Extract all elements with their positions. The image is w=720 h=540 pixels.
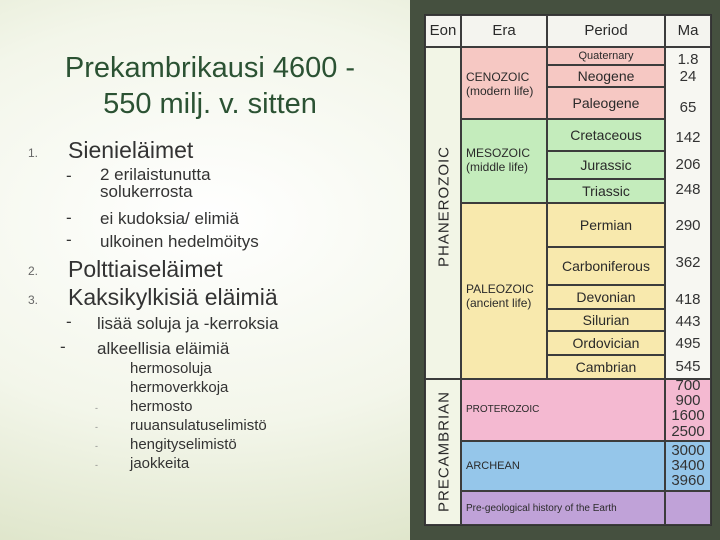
era-mesozoic bbox=[461, 119, 547, 203]
dash-bullet: - bbox=[66, 312, 72, 331]
period-jurassic: Jurassic bbox=[547, 151, 665, 179]
era-cenozoic-desc: (modern life) bbox=[466, 84, 534, 98]
ma-value: 362 bbox=[675, 254, 701, 271]
ma-value: 248 bbox=[675, 181, 701, 198]
header-eon: Eon bbox=[425, 15, 461, 47]
geologic-time-table bbox=[424, 14, 712, 526]
title-line-2: 550 milj. v. sitten bbox=[103, 88, 317, 120]
eon-precambrian bbox=[425, 379, 461, 525]
period-permian: Permian bbox=[547, 203, 665, 247]
ma-pregeo bbox=[665, 491, 711, 525]
list-number: 1. bbox=[28, 146, 39, 160]
ma-value: 443 bbox=[675, 313, 701, 330]
ma-value: 1.8 bbox=[677, 51, 699, 68]
eon-precambrian-label: PRECAMBRIAN bbox=[435, 390, 453, 513]
dash-bullet: - bbox=[60, 337, 66, 356]
slide-title bbox=[20, 50, 400, 122]
list-number: 3. bbox=[28, 293, 39, 307]
dot-bullet: - bbox=[95, 403, 98, 413]
era-proterozoic: PROTEROZOIC bbox=[461, 379, 665, 441]
era-pre-geological: Pre-geological history of the Earth bbox=[461, 491, 665, 525]
ma-value: 3000 bbox=[671, 442, 705, 459]
sub-sub-item: hermoverkkoja bbox=[130, 379, 229, 396]
period-ordovician: Ordovician bbox=[547, 331, 665, 355]
period-devonian: Devonian bbox=[547, 285, 665, 309]
ma-value: 2500 bbox=[671, 423, 705, 440]
sub-sub-item: hermosoluja bbox=[130, 360, 212, 377]
era-cenozoic bbox=[461, 47, 547, 119]
list-item-label: Sienieläimet bbox=[68, 137, 194, 163]
header-ma: Ma bbox=[665, 15, 711, 47]
eon-phanerozoic bbox=[425, 47, 461, 379]
period-quaternary: Quaternary bbox=[547, 47, 665, 65]
sub-sub-item: hermosto bbox=[130, 398, 193, 415]
sub-item: ulkoinen hedelmöitys bbox=[100, 232, 259, 251]
ma-value: 900 bbox=[675, 392, 701, 409]
dot-bullet: - bbox=[95, 460, 98, 470]
sub-sub-item: jaokkeita bbox=[130, 455, 190, 472]
dot-bullet: - bbox=[95, 441, 98, 451]
ma-value: 3960 bbox=[671, 472, 705, 489]
dash-bullet: - bbox=[66, 208, 72, 227]
header-era: Era bbox=[461, 15, 547, 47]
ma-value: 142 bbox=[675, 129, 701, 146]
list-item-label: Kaksikylkisiä eläimiä bbox=[68, 284, 278, 310]
ma-value: 290 bbox=[675, 217, 701, 234]
ma-value: 418 bbox=[675, 291, 701, 308]
sub-item: ei kudoksia/ elimiä bbox=[100, 209, 239, 228]
era-cenozoic-name: CENOZOIC bbox=[466, 70, 530, 84]
era-paleozoic-desc: (ancient life) bbox=[466, 296, 532, 310]
sub-sub-item: hengityselimistö bbox=[130, 436, 237, 453]
ma-value: 65 bbox=[679, 99, 697, 116]
era-archean: ARCHEAN bbox=[461, 441, 665, 491]
list-item-label: Polttiaiseläimet bbox=[68, 256, 223, 282]
list-number: 2. bbox=[28, 264, 39, 278]
era-mesozoic-name: MESOZOIC bbox=[466, 146, 531, 160]
period-cambrian: Cambrian bbox=[547, 355, 665, 379]
sub-item: 2 erilaistunutta solukerrosta bbox=[100, 165, 211, 201]
sub-sub-item: ruuansulatuselimistö bbox=[130, 417, 267, 434]
period-triassic: Triassic bbox=[547, 179, 665, 203]
ma-value: 700 bbox=[675, 377, 701, 394]
period-carboniferous: Carboniferous bbox=[547, 247, 665, 285]
period-paleogene: Paleogene bbox=[547, 87, 665, 119]
period-silurian: Silurian bbox=[547, 309, 665, 331]
ma-value: 545 bbox=[675, 358, 701, 375]
period-cretaceous: Cretaceous bbox=[547, 119, 665, 151]
ma-value: 3400 bbox=[671, 457, 705, 474]
period-neogene: Neogene bbox=[547, 65, 665, 87]
era-mesozoic-desc: (middle life) bbox=[466, 160, 529, 174]
sub-item: alkeellisia eläimiä bbox=[97, 339, 230, 358]
dash-bullet: - bbox=[66, 166, 72, 185]
ma-value: 1600 bbox=[671, 407, 705, 424]
dot-bullet: - bbox=[95, 422, 98, 432]
ma-value: 206 bbox=[675, 156, 701, 173]
era-paleozoic bbox=[461, 203, 547, 379]
eon-phanerozoic-label: PHANEROZOIC bbox=[435, 146, 453, 268]
title-line-1: Prekambrikausi 4600 - bbox=[64, 52, 356, 84]
ma-value: 495 bbox=[675, 335, 701, 352]
dash-bullet: - bbox=[66, 230, 72, 249]
sub-item: lisää soluja ja -kerroksia bbox=[97, 314, 279, 333]
header-period: Period bbox=[547, 15, 665, 47]
era-paleozoic-name: PALEOZOIC bbox=[466, 282, 534, 296]
ma-value: 24 bbox=[679, 68, 697, 85]
